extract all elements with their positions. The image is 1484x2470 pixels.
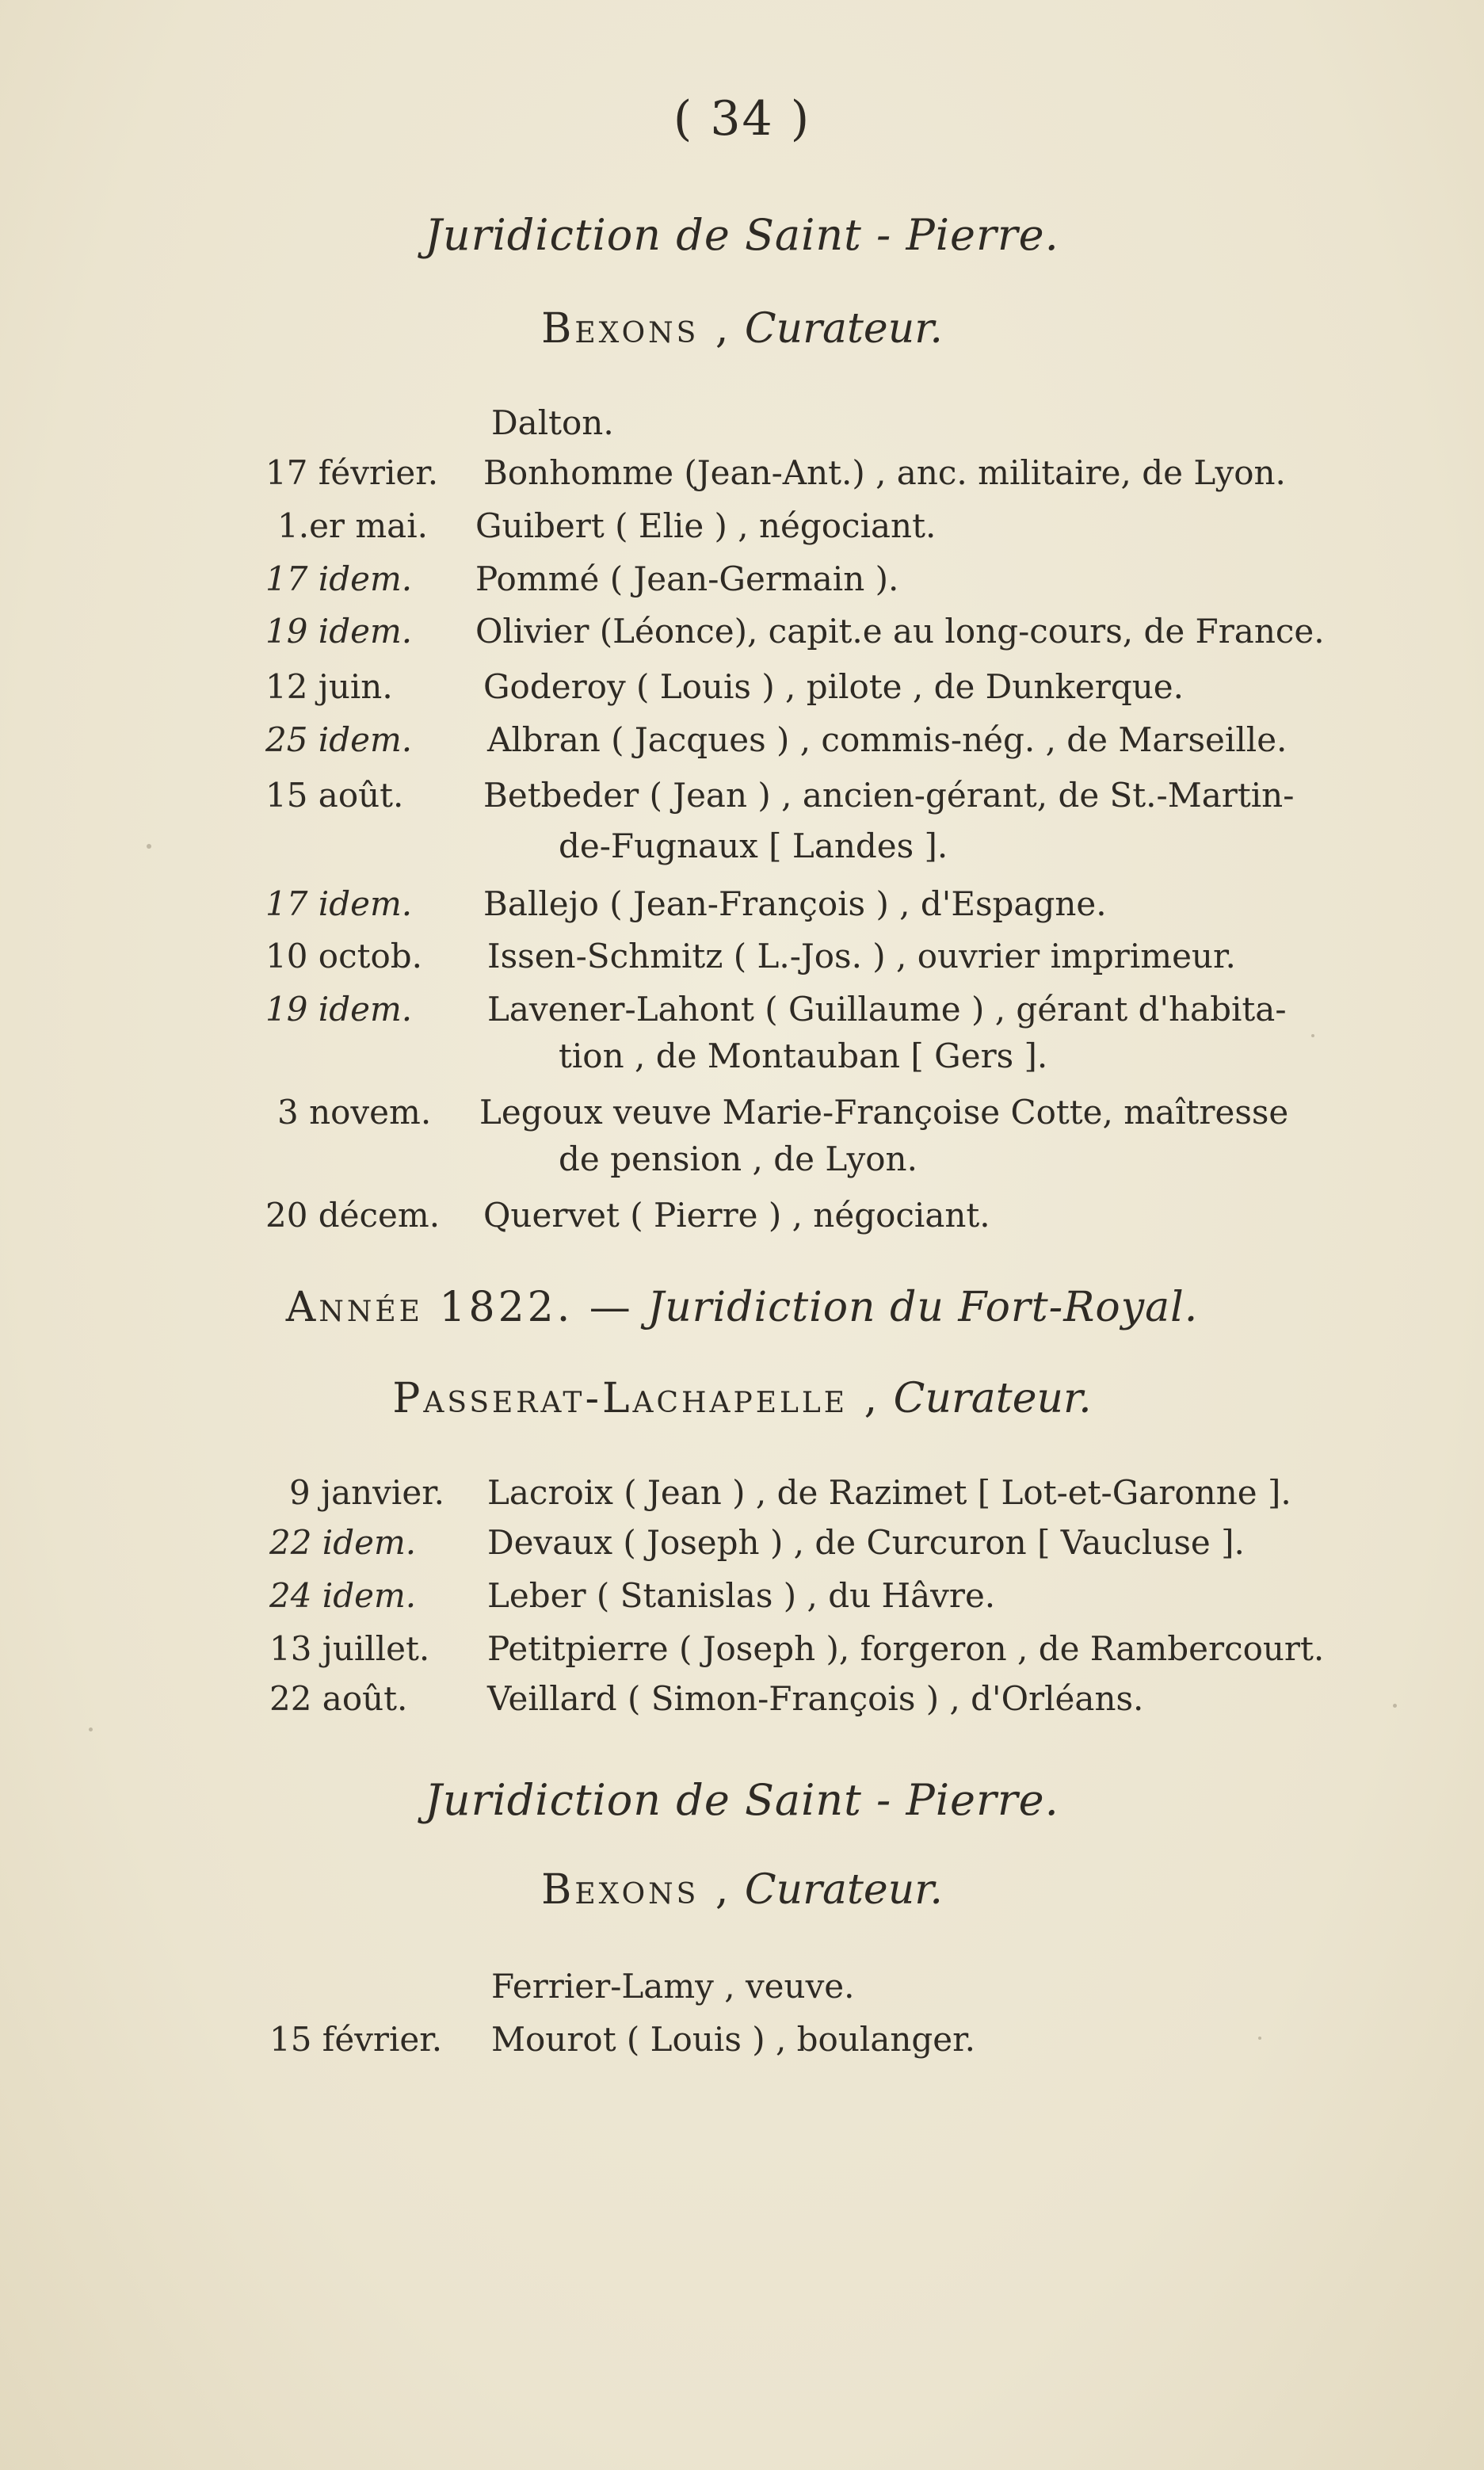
paper-speck [1258, 2037, 1261, 2040]
paper-speck [1311, 1034, 1314, 1037]
entry-date: 20 décem. [265, 1196, 441, 1235]
page-number: ( 34 ) [673, 91, 811, 147]
entry-text: Betbeder ( Jean ) , ancien-gérant, de St.-Martin- [483, 776, 1295, 815]
paper-speck [147, 844, 151, 849]
entry-text: Lavener-Lahont ( Guillaume ) , gérant d'habita- [487, 990, 1287, 1029]
entry-date: 10 octob. [265, 937, 423, 975]
entry-text: Olivier (Léonce), capit.e au long-cours, de France. [475, 612, 1325, 651]
entry-date: 25 idem. [265, 720, 413, 759]
entry-text: Leber ( Stanislas ) , du Hâvre. [487, 1576, 996, 1615]
entry-text: Veillard ( Simon-François ) , d'Orléans. [487, 1679, 1144, 1718]
curator-title: Curateur. [744, 305, 943, 353]
entry-text: Goderoy ( Louis ) , pilote , de Dunkerque. [483, 667, 1184, 706]
curator-name: Bexons , [541, 305, 732, 353]
entry-text: Mourot ( Louis ) , boulanger. [491, 2020, 975, 2059]
year-label: Année 1822. — [285, 1284, 634, 1331]
jurisdiction-heading: Juridiction de Saint - Pierre. [425, 210, 1059, 260]
paper-speck [89, 1727, 93, 1731]
entry-text: Albran ( Jacques ) , commis-nég. , de Marseille. [487, 720, 1288, 759]
entry-text: Pommé ( Jean-Germain ). [475, 559, 899, 598]
year-heading [0, 1284, 1484, 1331]
curator-title: Curateur. [744, 1866, 943, 1914]
jurisdiction-heading: Juridiction de Saint - Pierre. [425, 1775, 1059, 1825]
entry-text: Issen-Schmitz ( L.-Jos. ) , ouvrier imprimeur. [487, 937, 1236, 975]
entry-text: Guibert ( Elie ) , négociant. [475, 506, 937, 545]
curator-line [0, 1866, 1484, 1914]
entry-date: 15 août. [265, 776, 404, 815]
entry-text: Legoux veuve Marie-Françoise Cotte, maîtresse [479, 1093, 1289, 1132]
entry-date: 22 août. [269, 1679, 408, 1718]
entry-date: 24 idem. [269, 1576, 417, 1615]
entry-date: 1.er mai. [277, 506, 429, 545]
entry-text: Petitpierre ( Joseph ), forgeron , de Rambercourt. [487, 1629, 1325, 1668]
curator-line [0, 1375, 1484, 1422]
entry-date: 13 juillet. [269, 1629, 430, 1668]
entry-continuation: tion , de Montauban [ Gers ]. [559, 1036, 1048, 1075]
entry-date: 17 idem. [265, 884, 413, 923]
entry-text: Devaux ( Joseph ) , de Curcuron [ Vaucluse ]. [487, 1523, 1245, 1562]
jurisdiction-heading: Juridiction du Fort-Royal. [647, 1284, 1199, 1331]
entry-date: 19 idem. [265, 990, 413, 1029]
curator-name: Passerat-Lachapelle , [392, 1375, 881, 1422]
entry-text: Ballejo ( Jean-François ) , d'Espagne. [483, 884, 1107, 923]
entry-text: Ferrier-Lamy , veuve. [491, 1967, 855, 2006]
entry-date: 15 février. [269, 2020, 443, 2059]
entry-date: 17 février. [265, 453, 439, 492]
entry-text: Dalton. [491, 403, 614, 442]
curator-name: Bexons , [541, 1866, 732, 1914]
entry-date: 17 idem. [265, 559, 413, 598]
entry-date: 22 idem. [269, 1523, 417, 1562]
entry-continuation: de-Fugnaux [ Landes ]. [559, 827, 948, 865]
entry-date: 19 idem. [265, 612, 413, 651]
curator-line [0, 305, 1484, 353]
paper-speck [1393, 1704, 1397, 1708]
entry-date: 3 novem. [277, 1093, 432, 1132]
entry-date: 12 juin. [265, 667, 393, 706]
entry-text: Bonhomme (Jean-Ant.) , anc. militaire, de Lyon. [483, 453, 1286, 492]
curator-title: Curateur. [893, 1375, 1092, 1422]
entry-text: Lacroix ( Jean ) , de Razimet [ Lot-et-Garonne ]. [487, 1473, 1291, 1512]
entry-text: Quervet ( Pierre ) , négociant. [483, 1196, 990, 1235]
entry-continuation: de pension , de Lyon. [559, 1140, 917, 1178]
entry-date: 9 janvier. [289, 1473, 445, 1512]
